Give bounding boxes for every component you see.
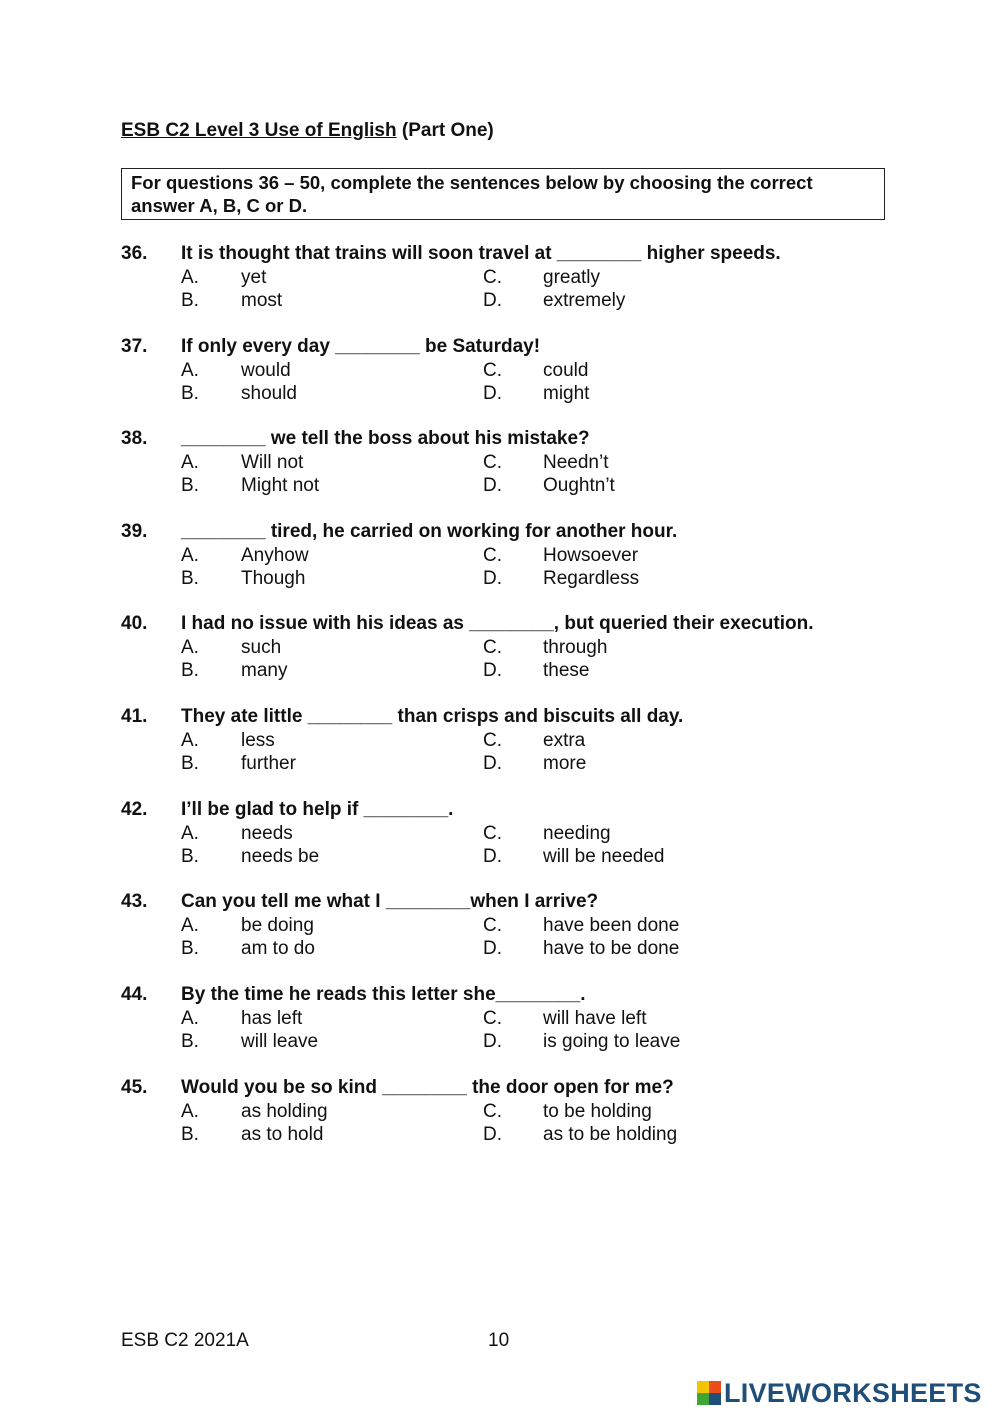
option-letter[interactable]: A. [181, 545, 199, 566]
option-text[interactable]: as to be holding [543, 1124, 678, 1145]
option-letter[interactable]: B. [181, 753, 199, 774]
question-stem [121, 427, 881, 451]
option-text[interactable]: could [543, 360, 589, 381]
option-letter[interactable]: C. [483, 360, 502, 381]
question-38 [121, 427, 881, 497]
option-letter[interactable]: B. [181, 383, 199, 404]
question-number: 38. [121, 428, 148, 449]
question-number: 37. [121, 336, 148, 357]
option-letter[interactable]: C. [483, 730, 502, 751]
option-text[interactable]: will be needed [543, 846, 665, 867]
option-text[interactable]: further [241, 753, 296, 774]
title-suffix: (Part One) [401, 120, 494, 141]
option-text[interactable]: Regardless [543, 568, 640, 589]
option-row [121, 1100, 881, 1123]
option-letter[interactable]: D. [483, 753, 502, 774]
option-text[interactable]: have to be done [543, 938, 680, 959]
question-37 [121, 335, 881, 405]
option-letter[interactable]: B. [181, 568, 199, 589]
option-letter[interactable]: A. [181, 823, 199, 844]
option-text[interactable]: these [543, 660, 590, 681]
option-letter[interactable]: B. [181, 1124, 199, 1145]
option-row [121, 544, 881, 567]
option-text[interactable]: Will not [241, 452, 304, 473]
question-stem [121, 983, 881, 1007]
option-text[interactable]: Anyhow [241, 545, 309, 566]
option-text[interactable]: as to hold [241, 1124, 324, 1145]
option-letter[interactable]: D. [483, 846, 502, 867]
option-letter[interactable]: A. [181, 730, 199, 751]
option-row [121, 567, 881, 590]
liveworksheets-mark-icon [697, 1381, 721, 1405]
question-number: 44. [121, 984, 148, 1005]
option-row [121, 266, 881, 289]
option-text[interactable]: Though [241, 568, 306, 589]
question-text: ________ we tell the boss about his mistake? [181, 428, 590, 449]
option-text[interactable]: be doing [241, 915, 314, 936]
question-number: 42. [121, 799, 148, 820]
question-number: 45. [121, 1077, 148, 1098]
option-text[interactable]: needing [543, 823, 611, 844]
option-text[interactable]: have been done [543, 915, 680, 936]
option-letter[interactable]: C. [483, 823, 502, 844]
question-43 [121, 890, 881, 960]
question-number: 43. [121, 891, 148, 912]
option-row [121, 729, 881, 752]
option-row [121, 474, 881, 497]
option-letter[interactable]: D. [483, 660, 502, 681]
option-letter[interactable]: D. [483, 1124, 502, 1145]
option-letter[interactable]: C. [483, 637, 502, 658]
title-underlined: ESB C2 Level 3 Use of English [121, 120, 397, 141]
option-row [121, 845, 881, 868]
option-letter[interactable]: D. [483, 290, 502, 311]
option-text[interactable]: less [241, 730, 275, 751]
option-letter[interactable]: D. [483, 938, 502, 959]
option-text[interactable]: through [543, 637, 608, 658]
option-letter[interactable]: A. [181, 452, 199, 473]
question-number: 39. [121, 521, 148, 542]
option-letter[interactable]: D. [483, 1031, 502, 1052]
option-row [121, 659, 881, 682]
option-text[interactable]: will leave [241, 1031, 319, 1052]
question-number: 41. [121, 706, 148, 727]
footer-page-number: 10 [488, 1330, 510, 1351]
option-text[interactable]: has left [241, 1008, 303, 1029]
question-number: 40. [121, 613, 148, 634]
option-letter[interactable]: A. [181, 360, 199, 381]
option-letter[interactable]: D. [483, 568, 502, 589]
option-text[interactable]: might [543, 383, 590, 404]
option-letter[interactable]: D. [483, 383, 502, 404]
question-stem [121, 242, 881, 266]
page-title [121, 120, 494, 142]
question-number: 36. [121, 243, 148, 264]
option-text[interactable]: yet [241, 267, 267, 288]
option-row [121, 822, 881, 845]
option-row [121, 289, 881, 312]
question-stem [121, 890, 881, 914]
question-stem [121, 1076, 881, 1100]
question-stem [121, 705, 881, 729]
question-41 [121, 705, 881, 775]
option-text[interactable]: to be holding [543, 1101, 652, 1122]
option-letter[interactable]: B. [181, 475, 199, 496]
option-letter[interactable]: A. [181, 637, 199, 658]
question-text: Can you tell me what I ________when I arrive? [181, 891, 599, 912]
option-text[interactable]: am to do [241, 938, 315, 959]
option-text[interactable]: would [241, 360, 291, 381]
question-text: Would you be so kind ________ the door open for me? [181, 1077, 674, 1098]
option-row [121, 636, 881, 659]
option-text[interactable]: needs [241, 823, 293, 844]
option-letter[interactable]: A. [181, 267, 199, 288]
option-text[interactable]: as holding [241, 1101, 328, 1122]
option-row [121, 382, 881, 405]
option-text[interactable]: many [241, 660, 288, 681]
footer-code: ESB C2 2021A [121, 1330, 249, 1351]
option-text[interactable]: is going to leave [543, 1031, 681, 1052]
question-stem [121, 612, 881, 636]
question-text: I’ll be glad to help if ________. [181, 799, 454, 820]
question-text: It is thought that trains will soon travel at ________ higher speeds. [181, 243, 781, 264]
option-letter[interactable]: B. [181, 846, 199, 867]
question-39 [121, 520, 881, 590]
option-text[interactable]: most [241, 290, 283, 311]
option-row [121, 359, 881, 382]
question-stem [121, 798, 881, 822]
question-text: They ate little ________ than crisps and biscuits all day. [181, 706, 684, 727]
option-row [121, 1007, 881, 1030]
option-text[interactable]: extra [543, 730, 586, 751]
option-text[interactable]: extremely [543, 290, 626, 311]
question-stem [121, 335, 881, 359]
option-text[interactable]: greatly [543, 267, 601, 288]
liveworksheets-logo [697, 1378, 982, 1408]
option-letter[interactable]: A. [181, 915, 199, 936]
option-text[interactable]: Oughtn’t [543, 475, 615, 496]
question-42 [121, 798, 881, 868]
option-letter[interactable]: A. [181, 1101, 199, 1122]
option-text[interactable]: will have left [543, 1008, 647, 1029]
question-stem [121, 520, 881, 544]
option-row [121, 1123, 881, 1146]
question-40 [121, 612, 881, 682]
question-text: ________ tired, he carried on working for another hour. [181, 521, 678, 542]
option-text[interactable]: Needn’t [543, 452, 609, 473]
option-letter[interactable]: C. [483, 545, 502, 566]
instructions-box: For questions 36 – 50, complete the sentences below by choosing the correct answer A, B, C or D. [121, 168, 885, 220]
option-letter[interactable]: B. [181, 660, 199, 681]
option-text[interactable]: such [241, 637, 282, 658]
option-row [121, 914, 881, 937]
option-letter[interactable]: B. [181, 1031, 199, 1052]
question-45 [121, 1076, 881, 1146]
option-letter[interactable]: C. [483, 1101, 502, 1122]
question-text: By the time he reads this letter she________. [181, 984, 586, 1005]
option-row [121, 752, 881, 775]
question-text: I had no issue with his ideas as ________, but queried their execution. [181, 613, 814, 634]
option-letter[interactable]: A. [181, 1008, 199, 1029]
liveworksheets-wordmark: LIVEWORKSHEETS [724, 1377, 982, 1408]
option-text[interactable]: needs be [241, 846, 320, 867]
option-text[interactable]: more [543, 753, 587, 774]
question-text: If only every day ________ be Saturday! [181, 336, 541, 357]
option-letter[interactable]: D. [483, 475, 502, 496]
option-letter[interactable]: B. [181, 290, 199, 311]
option-text[interactable]: Might not [241, 475, 320, 496]
option-row [121, 937, 881, 960]
option-text[interactable]: should [241, 383, 297, 404]
option-letter[interactable]: C. [483, 1008, 502, 1029]
option-letter[interactable]: C. [483, 452, 502, 473]
option-letter[interactable]: C. [483, 267, 502, 288]
option-letter[interactable]: B. [181, 938, 199, 959]
option-text[interactable]: Howsoever [543, 545, 639, 566]
option-row [121, 1030, 881, 1053]
option-letter[interactable]: C. [483, 915, 502, 936]
question-44 [121, 983, 881, 1053]
option-row [121, 451, 881, 474]
question-36 [121, 242, 881, 312]
